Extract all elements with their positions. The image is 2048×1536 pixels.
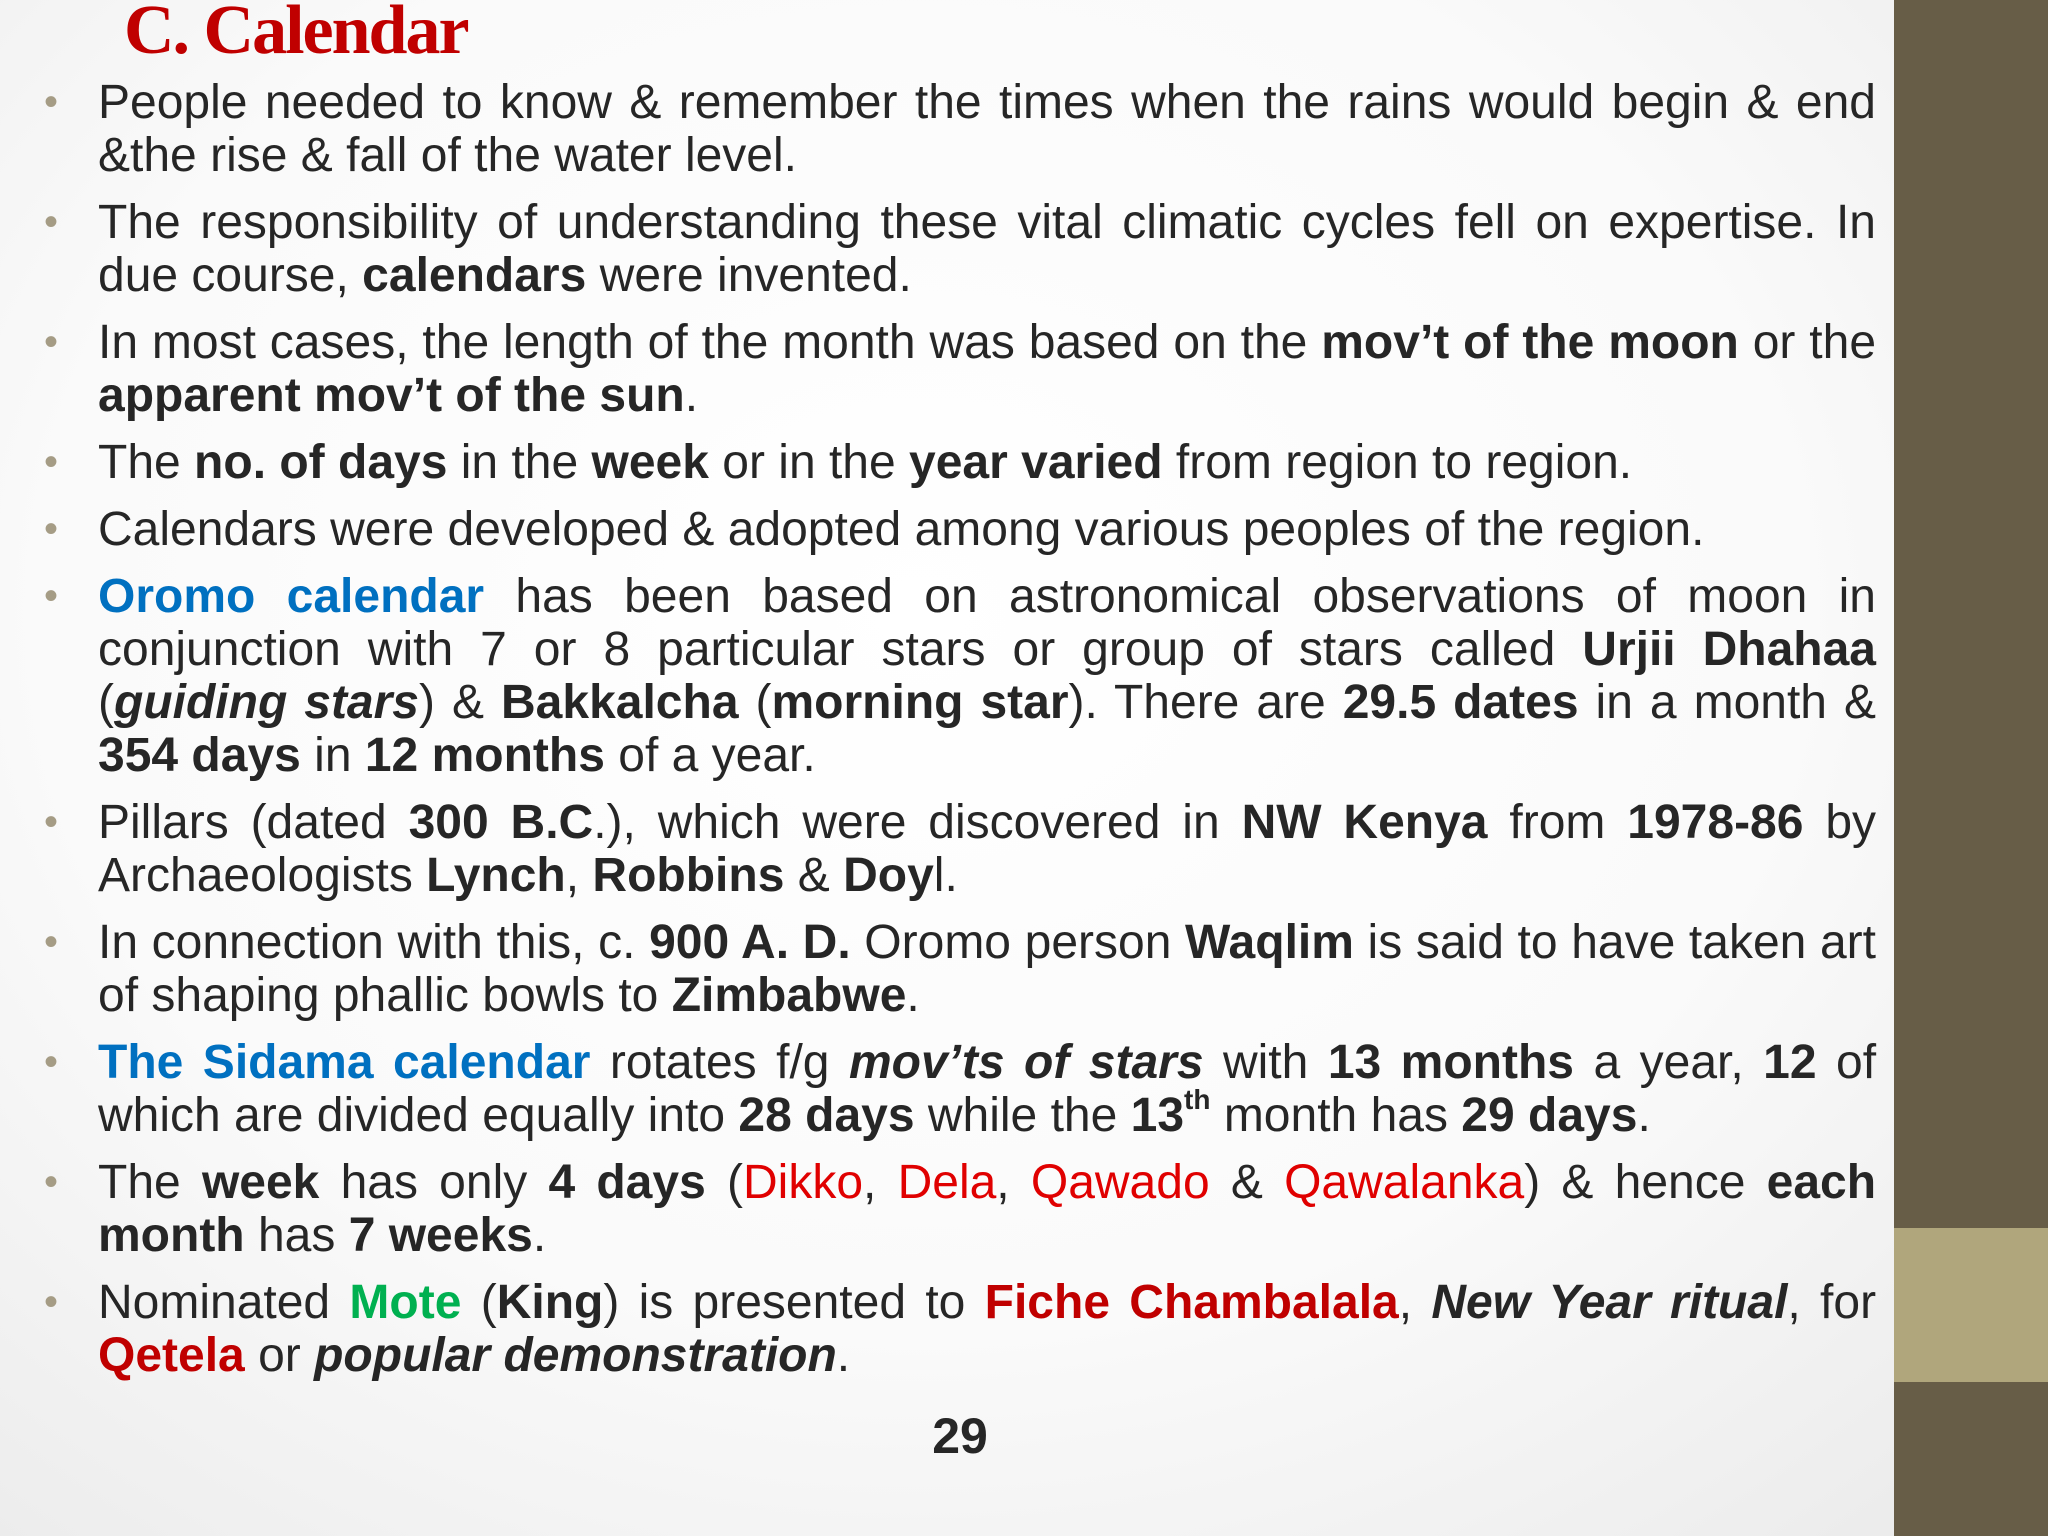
bullet-text: l. bbox=[933, 849, 958, 902]
bold-text: 4 days bbox=[548, 1156, 706, 1209]
bold-text: 12 months bbox=[364, 729, 605, 782]
italic-text: mov’ts of stars bbox=[848, 1036, 1204, 1089]
bold-text: week bbox=[591, 436, 709, 489]
bold-text: Lynch bbox=[426, 849, 566, 902]
bullet-item bbox=[40, 916, 1876, 1022]
bullet-text: while the bbox=[914, 1089, 1131, 1142]
bullet-item bbox=[40, 316, 1876, 422]
bullet-text: Calendars were developed & adopted among various peoples of the region. bbox=[98, 503, 1705, 556]
bullet-item bbox=[40, 796, 1876, 902]
bullet-text: ) & hence bbox=[1524, 1156, 1767, 1209]
bold-text: 13 months bbox=[1327, 1036, 1574, 1089]
bullet-text: In most cases, the length of the month was based on the bbox=[98, 316, 1322, 369]
bold-text: mov’t of the moon bbox=[1321, 316, 1739, 369]
bullet-text: rotates f/g bbox=[590, 1036, 849, 1089]
bullet-text: . bbox=[1637, 1089, 1651, 1142]
bullet-icon: • bbox=[44, 200, 59, 244]
italic-text: New Year ritual bbox=[1431, 1276, 1788, 1329]
bullet-text: The bbox=[98, 436, 195, 489]
bullet-text: The bbox=[98, 1156, 202, 1209]
bullet-text: , bbox=[863, 1156, 898, 1209]
highlight-blue: Oromo calendar bbox=[98, 570, 485, 623]
bullet-text: or the bbox=[1738, 316, 1877, 369]
italic-text: popular demonstration bbox=[314, 1329, 837, 1382]
bold-text: 12 bbox=[1763, 1036, 1817, 1089]
bullet-icon: • bbox=[44, 800, 59, 844]
bullet-text: . bbox=[532, 1209, 547, 1262]
bullet-icon: • bbox=[44, 80, 59, 124]
bullet-item bbox=[40, 196, 1876, 302]
slide-title: C. Calendar bbox=[124, 0, 468, 69]
bullet-text: ). There are bbox=[1068, 676, 1343, 729]
bold-text: NW Kenya bbox=[1241, 796, 1488, 849]
bullet-text: The responsibility of understanding these vital climatic cycles fell on expertise. In due course, bbox=[98, 196, 1876, 302]
bold-text: Doy bbox=[843, 849, 934, 902]
bullet-icon: • bbox=[44, 920, 59, 964]
bold-italic-text bbox=[1431, 1276, 1787, 1329]
bullet-text: , for bbox=[1787, 1276, 1877, 1329]
bullet-text: of which are divided equally into bbox=[98, 1036, 1877, 1142]
bold-text: Robbins bbox=[592, 849, 785, 902]
bullet-text: has only bbox=[319, 1156, 549, 1209]
highlight-darkred: Fiche Chambalala bbox=[984, 1276, 1399, 1329]
sidebar-decoration-band bbox=[1894, 1228, 2048, 1382]
bullet-icon: • bbox=[44, 1280, 59, 1324]
bullet-text: is said to have taken art of shaping phallic bowls to bbox=[98, 916, 1876, 1022]
bullet-text: by Archaeologists bbox=[98, 796, 1877, 902]
bullet-text: . bbox=[906, 969, 920, 1022]
bullet-text: . bbox=[836, 1329, 851, 1382]
bullet-text: ( bbox=[98, 676, 114, 729]
bullet-icon: • bbox=[44, 1040, 59, 1084]
bullet-text: Pillars (dated bbox=[98, 796, 409, 849]
bullet-icon: • bbox=[44, 574, 59, 618]
bold-text: 29 days bbox=[1461, 1089, 1638, 1142]
bullet-icon: • bbox=[44, 1160, 59, 1204]
bullet-text: has been based on astronomical observations of moon in conjunction with 7 or 8 particular stars or group of stars called bbox=[98, 570, 1877, 676]
bullet-text: & bbox=[784, 849, 844, 902]
bullet-item bbox=[40, 503, 1876, 556]
bold-text: morning star bbox=[771, 676, 1069, 729]
bullet-item bbox=[40, 436, 1876, 489]
highlight-green: Mote bbox=[349, 1276, 462, 1329]
bullet-item bbox=[40, 1156, 1876, 1262]
bullet-text: People needed to know & remember the times when the rains would begin & end &the rise & fall of the water level. bbox=[98, 76, 1876, 182]
bold-text: 28 days bbox=[738, 1089, 915, 1142]
highlight-red: Dela bbox=[897, 1156, 997, 1209]
bullet-text: .), which were discovered in bbox=[593, 796, 1242, 849]
bullet-text: ) & bbox=[419, 676, 502, 729]
highlight-red: Qawado bbox=[1030, 1156, 1210, 1209]
bold-text: 13 bbox=[1130, 1089, 1185, 1142]
bullet-text: . bbox=[684, 369, 699, 422]
highlight-red: Dikko bbox=[742, 1156, 864, 1209]
bullet-text: ) is presented to bbox=[603, 1276, 985, 1329]
bullet-icon: • bbox=[44, 440, 59, 484]
bold-text: Bakkalcha bbox=[501, 676, 739, 729]
italic-text: guiding stars bbox=[113, 676, 420, 729]
bold-text: Zimbabwe bbox=[671, 969, 907, 1022]
bold-text: 29.5 dates bbox=[1342, 676, 1579, 729]
bullet-text: a year, bbox=[1574, 1036, 1764, 1089]
superscript: th bbox=[1184, 1084, 1211, 1115]
bullet-text: were invented. bbox=[586, 249, 912, 302]
page-number: 29 bbox=[932, 1408, 988, 1464]
bold-text: apparent mov’t of the sun bbox=[98, 369, 685, 422]
bold-text: each month bbox=[98, 1156, 1877, 1262]
bold-text: 300 B.C bbox=[408, 796, 594, 849]
bullet-item bbox=[40, 570, 1876, 782]
bold-italic-text bbox=[114, 676, 419, 729]
sidebar-decoration-bottom bbox=[1894, 1382, 2048, 1536]
bullet-text: In connection with this, c. bbox=[98, 916, 650, 969]
bullet-list bbox=[40, 76, 1876, 1396]
bullet-icon: • bbox=[44, 507, 59, 551]
bullet-text: or bbox=[244, 1329, 315, 1382]
bullet-icon: • bbox=[44, 320, 59, 364]
bold-text: 7 weeks bbox=[348, 1209, 533, 1262]
bullet-item bbox=[40, 76, 1876, 182]
bullet-text: with bbox=[1203, 1036, 1328, 1089]
bold-text: 900 A. D. bbox=[649, 916, 851, 969]
bold-text: King bbox=[496, 1276, 604, 1329]
bullet-text: & bbox=[1209, 1156, 1285, 1209]
highlight-blue: The Sidama calendar bbox=[98, 1036, 591, 1089]
bold-text: 354 days bbox=[98, 729, 301, 782]
bold-text: 1978-86 bbox=[1627, 796, 1804, 849]
sidebar-decoration-top bbox=[1894, 0, 2048, 1228]
highlight-darkred: Qetela bbox=[98, 1329, 245, 1382]
bullet-text: ( bbox=[738, 676, 772, 729]
bold-text: no. of days bbox=[194, 436, 448, 489]
bold-text: Waqlim bbox=[1185, 916, 1354, 969]
bullet-text: ( bbox=[461, 1276, 497, 1329]
bullet-text: month has bbox=[1210, 1089, 1462, 1142]
bullet-text: from bbox=[1487, 796, 1628, 849]
bullet-item bbox=[40, 1036, 1876, 1142]
bold-italic-text bbox=[314, 1329, 837, 1382]
bullet-text: , bbox=[1398, 1276, 1432, 1329]
highlight-red: Qawalanka bbox=[1284, 1156, 1525, 1209]
bullet-text: has bbox=[244, 1209, 349, 1262]
bullet-text: , bbox=[565, 849, 593, 902]
bullet-text: Nominated bbox=[98, 1276, 350, 1329]
bullet-text: from region to region. bbox=[1162, 436, 1633, 489]
bold-text: calendars bbox=[362, 249, 587, 302]
bullet-text: ( bbox=[705, 1156, 743, 1209]
bullet-text: of a year. bbox=[604, 729, 816, 782]
bullet-text: Oromo person bbox=[850, 916, 1186, 969]
bullet-item bbox=[40, 1276, 1876, 1382]
bullet-text: or in the bbox=[708, 436, 910, 489]
bullet-text: in the bbox=[447, 436, 592, 489]
bullet-text: , bbox=[996, 1156, 1031, 1209]
bold-italic-text bbox=[849, 1036, 1204, 1089]
bullet-text: in bbox=[300, 729, 365, 782]
bold-text: Urjii Dhahaa bbox=[1582, 623, 1876, 676]
bold-text: year varied bbox=[909, 436, 1163, 489]
bullet-text: in a month & bbox=[1578, 676, 1877, 729]
bold-text: week bbox=[201, 1156, 320, 1209]
